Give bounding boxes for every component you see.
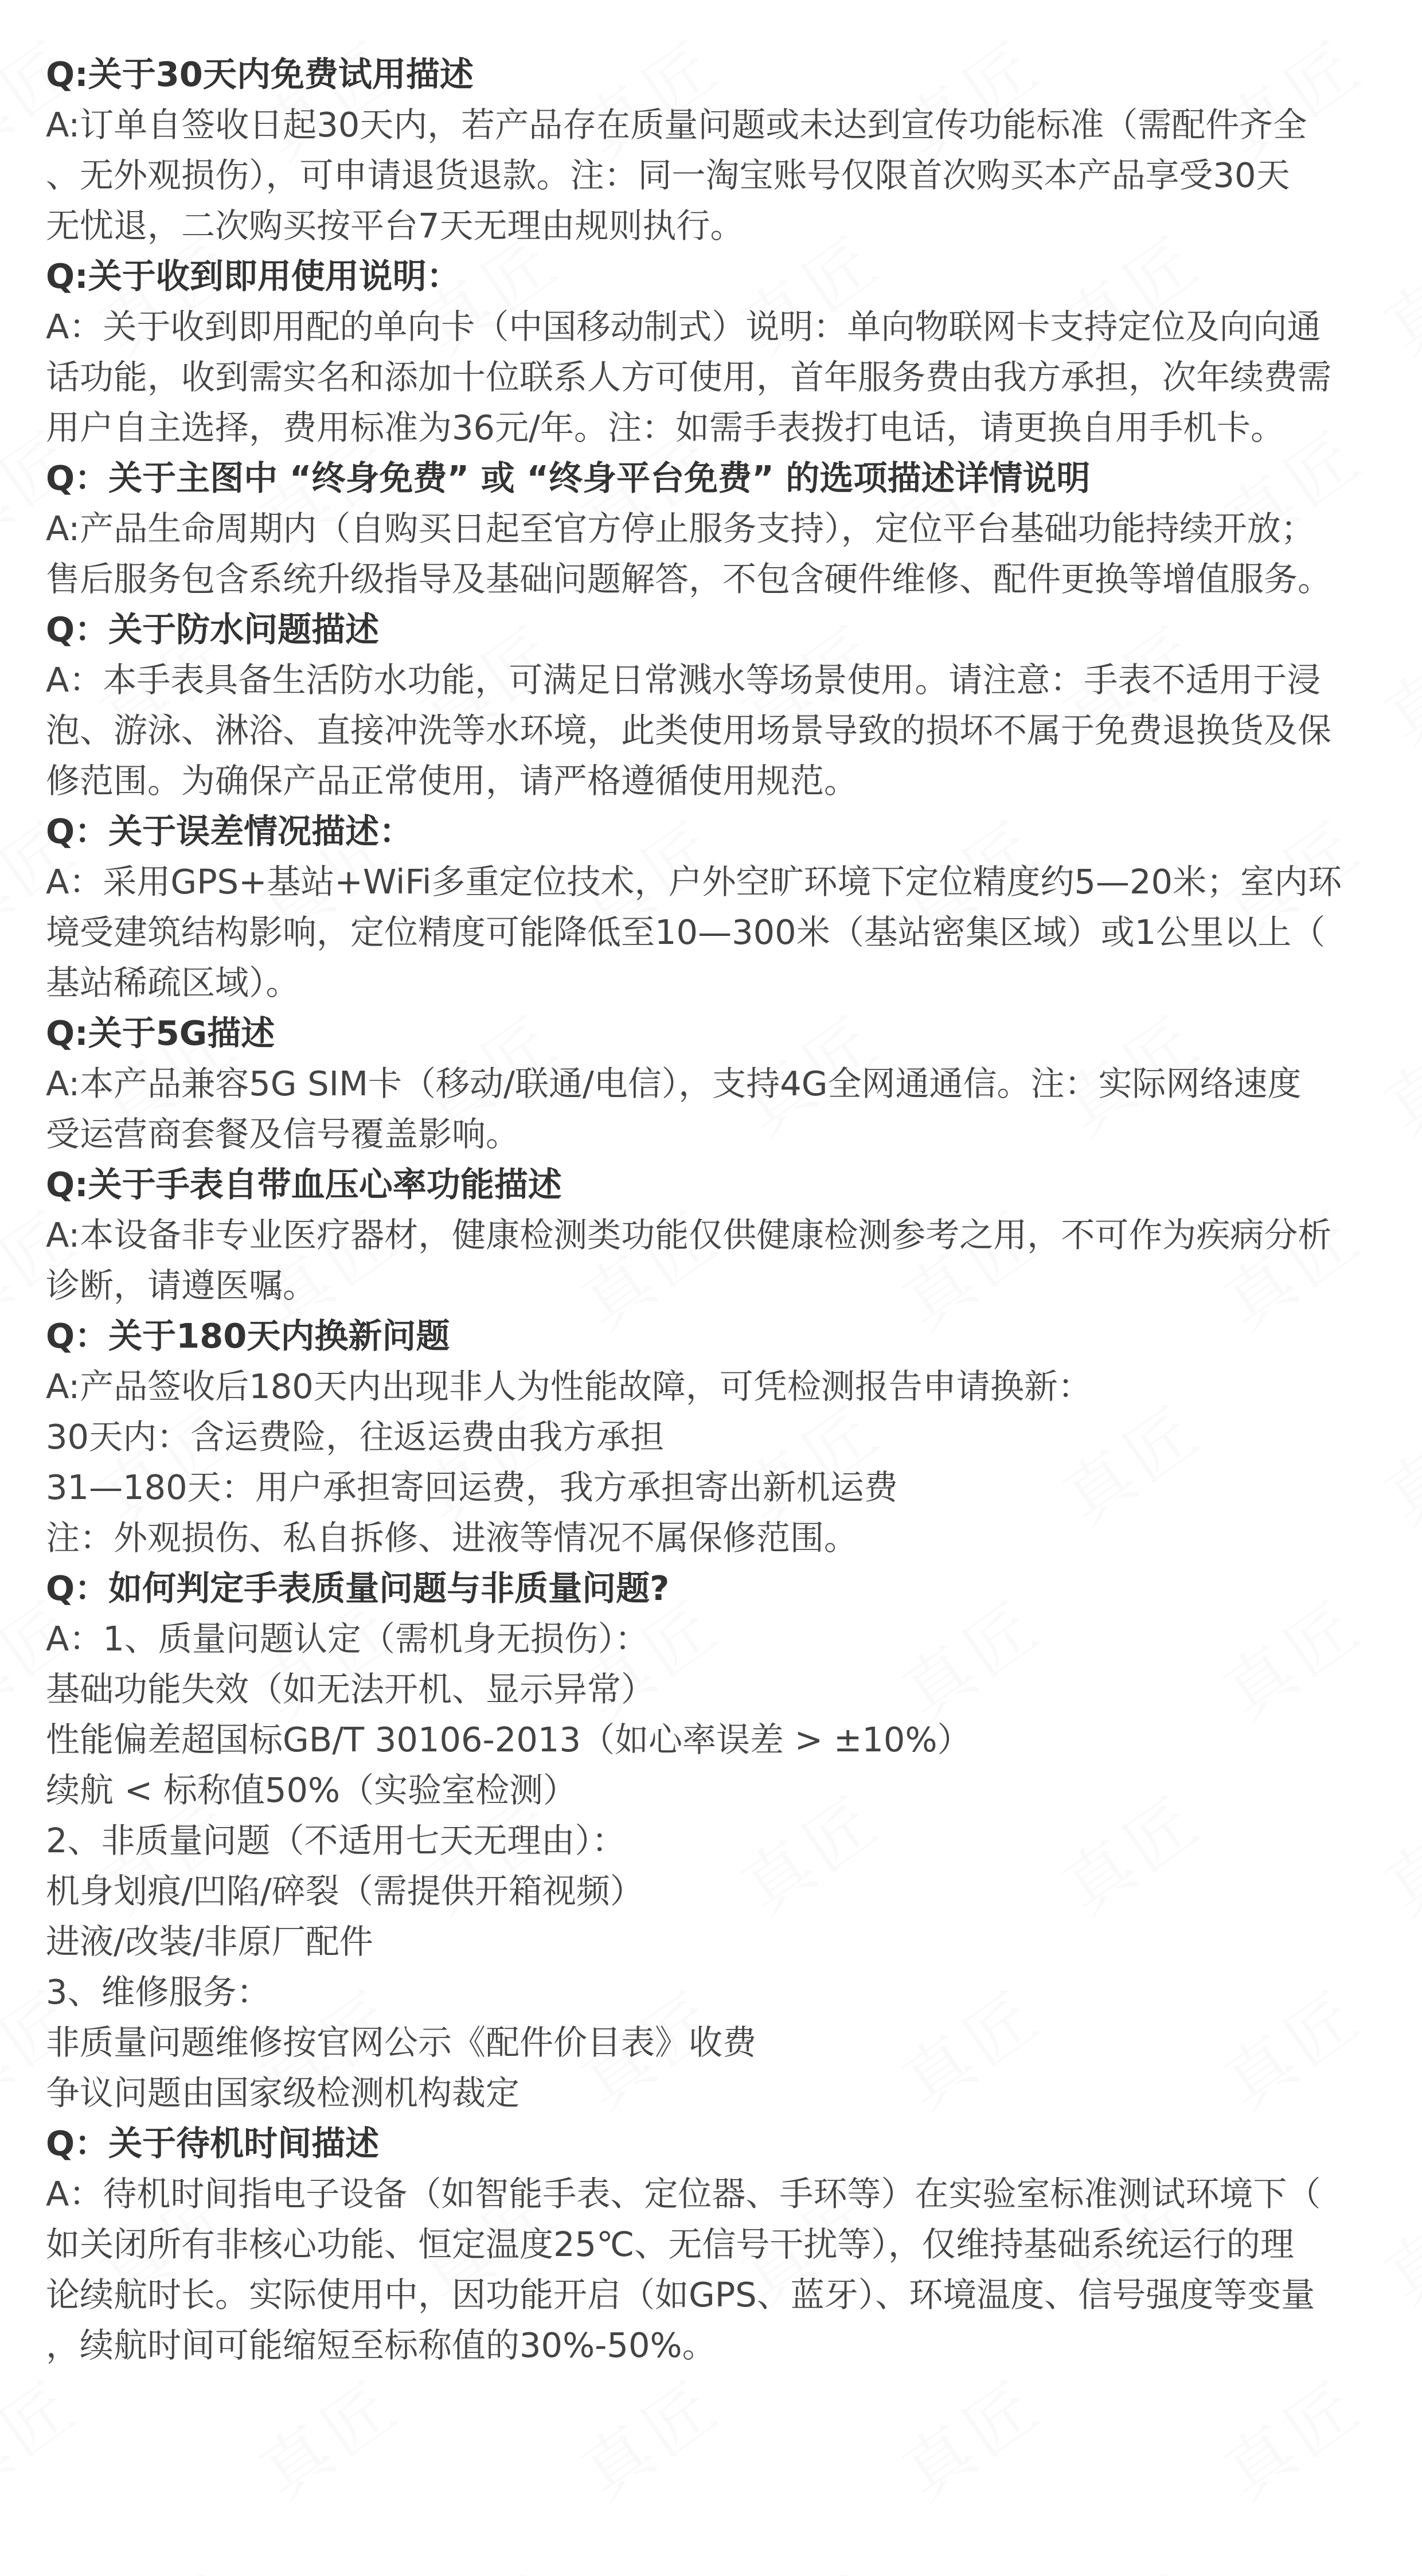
faq-answer-line: 30天内：含运费险，往返运费由我方承担 xyxy=(46,1417,665,1457)
faq-item xyxy=(46,453,1388,604)
faq-answer-line: 境受建筑结构影响，定位精度可能降低至10—300米（基站密集区域）或1公里以上（ xyxy=(46,912,1326,952)
faq-answer-line: 售后服务包含系统升级指导及基础问题解答，不包含硬件维修、配件更换等增值服务。 xyxy=(46,559,1332,599)
faq-item xyxy=(46,1311,1388,1563)
faq-answer-line: 31—180天：用户承担寄回运费，我方承担寄出新机运费 xyxy=(46,1467,898,1507)
faq-question: Q:关于30天内免费试用描述 xyxy=(46,54,474,94)
faq-question: Q：关于误差情况描述： xyxy=(46,811,413,851)
faq-answer-line: A:本设备非专业医疗器材，健康检测类功能仅供健康检测参考之用，不可作为疾病分析 xyxy=(46,1215,1332,1255)
watermark-text xyxy=(398,2547,577,2576)
faq-answer-line: A：关于收到即用配的单向卡（中国移动制式）说明：单向物联网卡支持定位及向向通 xyxy=(46,307,1321,346)
faq-answer-line: A：1、质量问题认定（需机身无损伤）： xyxy=(46,1619,649,1658)
faq-question: Q：如何判定手表质量问题与非质量问题? xyxy=(46,1568,670,1608)
watermark-text xyxy=(558,2352,737,2518)
faq-answer-line: 非质量问题维修按官网公示《配件价目表》收费 xyxy=(46,2023,757,2062)
faq-answer-line: 用户自主选择，费用标准为36元/年。注：如需手表拨打电话，请更换自用手机卡。 xyxy=(46,408,1284,447)
faq-item xyxy=(46,2118,1388,2371)
faq-question: Q:关于收到即用使用说明： xyxy=(46,256,460,296)
faq-answer-line: A:订单自签收日起30天内，若产品存在质量问题或未达到宣传功能标准（需配件齐全 xyxy=(46,105,1307,145)
faq-item xyxy=(46,251,1388,453)
faq-answer-line: 话功能，收到需实名和添加十位联系人方可使用，首年服务费由我方承担，次年续费需 xyxy=(46,357,1332,397)
faq-question: Q:关于5G描述 xyxy=(46,1013,275,1053)
faq-answer-line: 、无外观损伤），可申请退货退款。注：同一淘宝账号仅限首次购买本产品享受30天 xyxy=(46,155,1290,195)
faq-answer-line: 受运营商套餐及信号覆盖影响。 xyxy=(46,1114,520,1154)
faq-item xyxy=(46,1160,1388,1311)
watermark-text xyxy=(1040,2547,1219,2576)
watermark-text xyxy=(0,2352,95,2518)
faq-answer-line: 泡、游泳、淋浴、直接冲洗等水环境，此类使用场景导致的损坏不属于免费退换货及保 xyxy=(46,711,1332,750)
watermark-text xyxy=(880,2352,1058,2518)
faq-question: Q：关于待机时间描述 xyxy=(46,2124,380,2163)
watermark-text xyxy=(237,2352,416,2518)
faq-item xyxy=(46,49,1388,251)
faq-answer-line: A:本产品兼容5G SIM卡（移动/联通/电信），支持4G全网通通信。注：实际网络速度 xyxy=(46,1064,1302,1103)
faq-list xyxy=(46,49,1388,2371)
faq-answer-line: 论续航时长。实际使用中，因功能开启（如GPS、蓝牙）、环境温度、信号强度等变量 xyxy=(46,2275,1315,2315)
faq-answer-line: 如关闭所有非核心功能、恒定温度25℃、无信号干扰等），仅维持基础系统运行的理 xyxy=(46,2224,1294,2264)
faq-answer-line: 续航 < 标称值50%（实验室检测） xyxy=(46,1770,577,1810)
faq-answer-line: 争议问题由国家级检测机构裁定 xyxy=(46,2073,520,2113)
faq-answer-line: A：采用GPS+基站+WiFi多重定位技术，户外空旷环境下定位精度约5—20米；室内环 xyxy=(46,862,1342,901)
faq-answer-line: 基础功能失效（如无法开机、显示异常） xyxy=(46,1669,655,1709)
faq-answer-line: A:产品签收后180天内出现非人为性能故障，可凭检测报告申请换新： xyxy=(46,1367,1092,1406)
faq-answer-line: 基站稀疏区域）。 xyxy=(46,963,300,1002)
faq-question: Q:关于手表自带血压心率功能描述 xyxy=(46,1165,562,1204)
faq-answer-line: 诊断，请遵医嘱。 xyxy=(46,1266,317,1305)
faq-answer-line: A：待机时间指电子设备（如智能手表、定位器、手环等）在实验室标准测试环境下（ xyxy=(46,2174,1321,2214)
faq-answer-line: A:产品生命周期内（自购买日起至官方停止服务支持），定位平台基础功能持续开放； xyxy=(46,509,1315,548)
faq-question: Q：关于主图中 “终身免费” 或 “终身平台免费” 的选项描述详情说明 xyxy=(46,458,1091,498)
faq-answer-line: 修范围。为确保产品正常使用，请严格遵循使用规范。 xyxy=(46,761,858,801)
watermark-text xyxy=(1201,2352,1380,2518)
faq-answer-line: 注：外观损伤、私自拆修、进液等情况不属保修范围。 xyxy=(46,1518,858,1558)
watermark-text xyxy=(719,2547,898,2576)
faq-item xyxy=(46,806,1388,1008)
faq-item xyxy=(46,1008,1388,1160)
faq-item xyxy=(46,1563,1388,2118)
faq-answer-line: 2、非质量问题（不适用七天无理由）： xyxy=(46,1821,626,1860)
faq-answer-line: A：本手表具备生活防水功能，可满足日常溅水等场景使用。请注意：手表不适用于浸 xyxy=(46,660,1321,700)
watermark-text xyxy=(1361,2547,1422,2576)
faq-item xyxy=(46,604,1388,806)
faq-question: Q：关于防水问题描述 xyxy=(46,610,380,649)
faq-answer-line: 机身划痕/凹陷/碎裂（需提供开箱视频） xyxy=(46,1871,644,1911)
faq-question: Q：关于180天内换新问题 xyxy=(46,1316,450,1356)
faq-answer-line: 无忧退，二次购买按平台7天无理由规则执行。 xyxy=(46,206,744,245)
faq-answer-line: 进液/改装/非原厂配件 xyxy=(46,1922,373,1961)
faq-answer-line: ，续航时间可能缩短至标称值的30%-50%。 xyxy=(46,2325,716,2365)
faq-answer-line: 3、维修服务： xyxy=(46,1972,271,2012)
watermark-text xyxy=(77,2547,256,2576)
faq-answer-line: 性能偏差超国标GB/T 30106-2013（如心率误差 > ±10%） xyxy=(46,1720,971,1759)
